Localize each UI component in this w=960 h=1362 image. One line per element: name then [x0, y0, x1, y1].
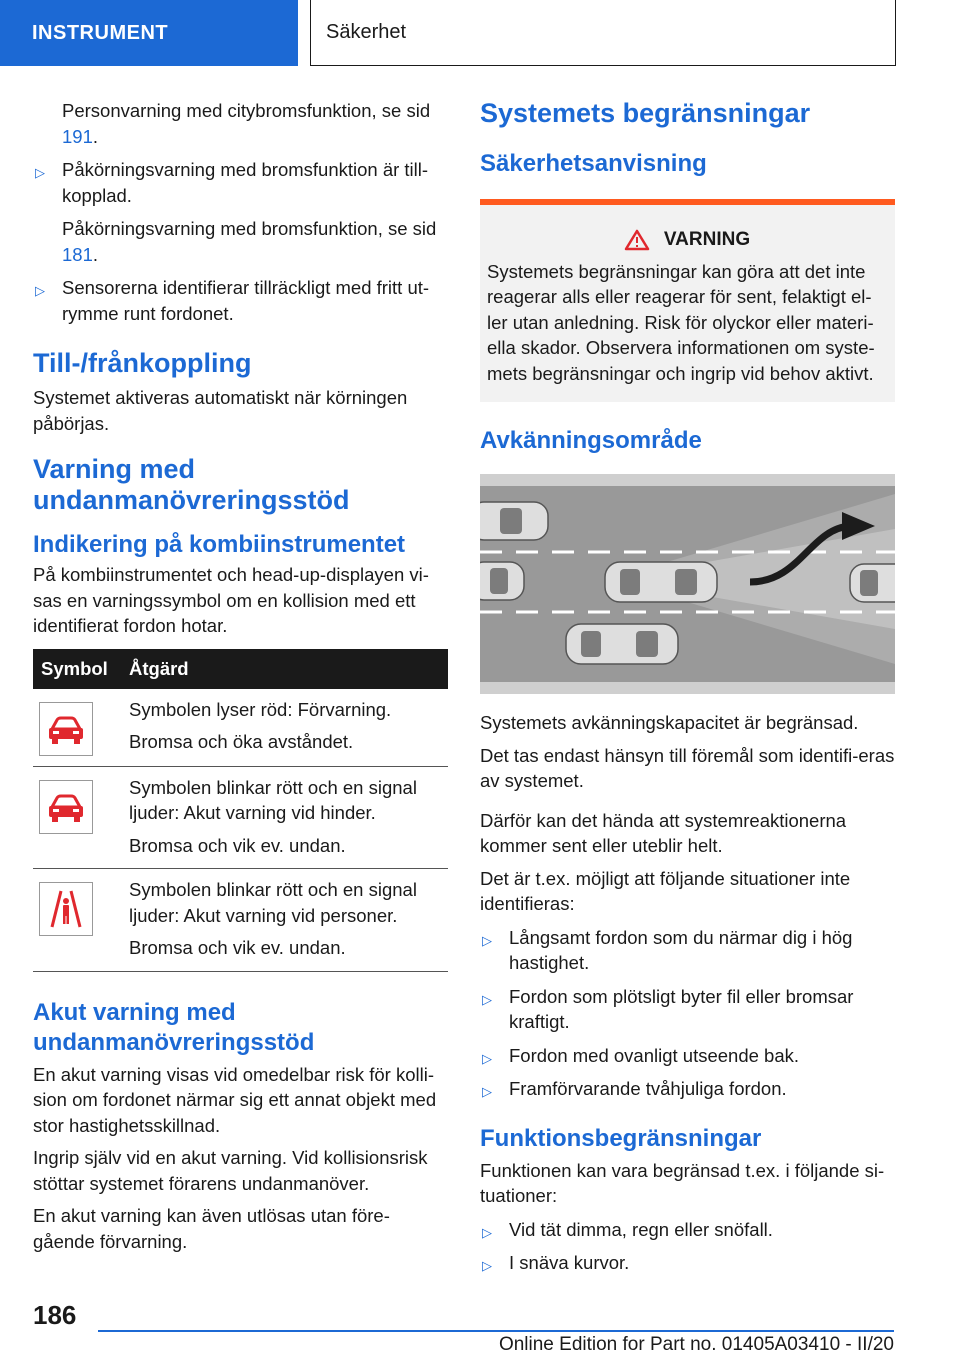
- column-header-symbol: Symbol: [33, 649, 121, 689]
- warning-box: [480, 199, 895, 402]
- edition-footer: Online Edition for Part no. 01405A03410 - II/20: [498, 1334, 894, 1355]
- section-header: [310, 0, 896, 66]
- section-title: Säkerhet: [326, 21, 407, 43]
- triangle-bullet-icon: ▷: [482, 1224, 492, 1240]
- triangle-bullet-icon: ▷: [35, 283, 45, 298]
- triangle-bullet-icon: ▷: [35, 165, 45, 180]
- triangle-bullet-icon: ▷: [482, 1258, 492, 1273]
- right-column: [480, 98, 895, 1284]
- paragraph: En akut varning visas vid omedelbar risk för kolli-sion om fordonet närmar sig ett annat objekt med stor hastighetsskillnad.: [33, 1063, 437, 1136]
- triangle-bullet-icon: ▷: [482, 1050, 492, 1066]
- list-item-sub: Påkörningsvarning med bromsfunktion, se sid 181.: [62, 218, 437, 265]
- list-item: ▷ Fordon som plötsligt byter fil eller bromsar kraftigt.: [482, 985, 854, 1032]
- page-link-181[interactable]: 181: [62, 243, 93, 265]
- paragraph: Ingrip själv vid en akut varning. Vid kollisionsrisk stöttar systemet förarens undanmanöver.: [33, 1147, 428, 1194]
- list-item: ▷ Påkörningsvarning med bromsfunktion är till-kopplad.: [35, 159, 429, 206]
- paragraph: Det är t.ex. möjligt att följande situationer inte identifieras:: [480, 867, 851, 914]
- paragraph: På kombiinstrumentet och head-up-displayen vi-sas en varningssymbol om en kollision med ett identifierat fordon hotar.: [33, 564, 429, 636]
- warning-text: Systemets begränsningar kan göra att det inte reagerar alls eller reagerar för sent, felaktigt el-ler utan anledning. Risk för olyckor eller materi-ella skador. Observera informationen om syste-mets begränsningar och ingrip vid behov aktivt.: [487, 260, 875, 384]
- footer-divider: [98, 1330, 894, 1332]
- heading-akut: Akut varning med undanmanövreringsstöd: [33, 998, 315, 1056]
- list-item: ▷ I snäva kurvor.: [480, 1250, 895, 1276]
- paragraph: Funktionen kan vara begränsad t.ex. i följande si-tuationer:: [480, 1159, 885, 1206]
- list-item: ▷ Vid tät dimma, regn eller snöfall.: [480, 1217, 895, 1243]
- paragraph: En akut varning kan även utlösas utan före-gående förvarning.: [33, 1205, 390, 1252]
- paragraph: Därför kan det hända att systemreaktionerna kommer sent eller uteblir helt.: [480, 809, 847, 856]
- heading-avkanningsomrade: Avkänningsområde: [480, 427, 702, 454]
- left-column: [33, 98, 448, 1261]
- page-number: 186: [33, 1300, 77, 1330]
- heading-varning: Varning med undanmanövreringsstöd: [33, 454, 350, 515]
- row-text: Symbolen lyser röd: Förvarning.: [129, 698, 392, 720]
- triangle-bullet-icon: ▷: [482, 932, 492, 948]
- paragraph: Det tas endast hänsyn till föremål som identifi-eras av systemet.: [480, 744, 895, 791]
- row-text: Symbolen blinkar rött och en signal ljuder: Akut varning vid personer.: [129, 879, 417, 926]
- heading-till-fran: Till-/frånkoppling: [33, 348, 252, 378]
- heading-systemets-begransningar: Systemets begränsningar: [480, 98, 811, 128]
- paragraph: Systemets avkänningskapacitet är begränsad.: [480, 712, 859, 733]
- chapter-tab: [0, 0, 298, 66]
- pedestrian-warning-icon: [39, 882, 93, 936]
- list-item: ▷ Framförvarande tvåhjuliga fordon.: [480, 1076, 895, 1102]
- intro-paragraph: Personvarning med citybromsfunktion, se sid 191.: [62, 100, 431, 147]
- row-text: Bromsa och öka avståndet.: [129, 731, 354, 752]
- column-header-action: Åtgärd: [121, 649, 448, 689]
- car-warning-icon: [39, 702, 93, 756]
- table-row: [33, 869, 448, 972]
- row-text: Symbolen blinkar rött och en signal ljuder: Akut varning vid hinder.: [129, 776, 417, 823]
- heading-sakerhetsanvisning: Säkerhetsanvisning: [480, 150, 707, 177]
- heading-funktionsbegransningar: Funktionsbegränsningar: [480, 1124, 762, 1152]
- triangle-bullet-icon: ▷: [482, 1084, 492, 1099]
- heading-indikering: Indikering på kombiinstrumentet: [33, 531, 406, 558]
- list-item: ▷ Långsamt fordon som du närmar dig i hög hastighet.: [482, 926, 853, 973]
- table-row: [33, 689, 448, 767]
- symbol-table: [33, 649, 448, 972]
- paragraph: Systemet aktiveras automatiskt när körningen påbörjas.: [33, 387, 408, 434]
- list-item: ▷ Fordon med ovanligt utseende bak.: [480, 1043, 895, 1069]
- row-text: Bromsa och vik ev. undan.: [129, 937, 346, 958]
- table-row: [33, 766, 448, 869]
- list-item: ▷ Sensorerna identifierar tillräckligt med fritt ut-rymme runt fordonet.: [35, 277, 430, 324]
- car-warning-icon: [39, 780, 93, 834]
- warning-triangle-icon: [624, 229, 650, 251]
- detection-area-illustration: [480, 474, 895, 694]
- warning-title: VARNING: [663, 229, 751, 250]
- page-link-191[interactable]: 191: [62, 125, 93, 147]
- chapter-title: INSTRUMENT: [32, 21, 169, 44]
- triangle-bullet-icon: ▷: [482, 991, 492, 1007]
- row-text: Bromsa och vik ev. undan.: [129, 834, 346, 856]
